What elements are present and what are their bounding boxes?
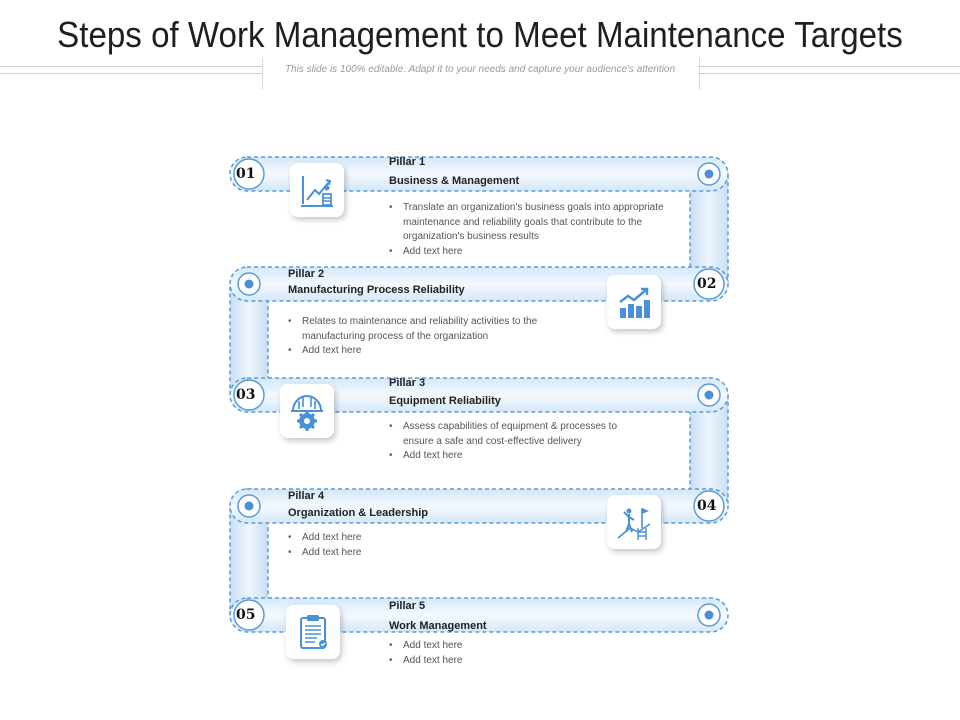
- growth-ladder-icon: [297, 170, 337, 210]
- pillar-3-bullets: [389, 420, 639, 464]
- bar-chart-arrow-icon: [614, 282, 654, 322]
- pillar-4-title: Organization & Leadership: [288, 507, 428, 519]
- pillar-3-title: Equipment Reliability: [389, 395, 501, 407]
- pillar-5-title: Work Management: [389, 620, 487, 632]
- pillar-2-name: Pillar 2: [288, 268, 325, 280]
- pillar-3-name: Pillar 3: [389, 377, 426, 389]
- hardhat-gear-icon: [287, 391, 327, 431]
- pillar-1-title: Business & Management: [389, 175, 520, 187]
- pillar-number-4: 04: [697, 498, 717, 514]
- clipboard-icon: [293, 612, 333, 652]
- list-item: • Add text here: [288, 531, 488, 546]
- page-title: Steps of Work Management to Meet Maintenance Targets: [57, 14, 903, 55]
- pillar-2-bullets: [288, 315, 568, 359]
- leader-flag-icon: [614, 502, 654, 542]
- pillar-5-bullets: [389, 639, 589, 668]
- page-subtitle: This slide is 100% editable. Adapt it to your needs and capture your audience's attention: [284, 64, 676, 75]
- list-item: • Translate an organization's business goals into appropriate maintenance and reliability goals that contribute to the organization's business results: [389, 201, 689, 245]
- list-item: • Add text here: [288, 546, 488, 561]
- pillar-number-1: 01: [236, 166, 256, 182]
- list-item: • Assess capabilities of equipment & processes to ensure a safe and cost-effective delivery: [389, 420, 639, 449]
- list-item: • Relates to maintenance and reliability activities to the manufacturing process of the organization: [288, 315, 568, 344]
- pillar-4-name: Pillar 4: [288, 490, 325, 502]
- list-item: • Add text here: [389, 245, 689, 260]
- pillar-5-icon-card: [286, 605, 340, 659]
- pillar-1-bullets: [389, 201, 689, 259]
- pillar-5-name: Pillar 5: [389, 600, 426, 612]
- list-item: • Add text here: [389, 449, 639, 464]
- list-item: • Add text here: [389, 639, 589, 654]
- pillar-4-icon-card: [607, 495, 661, 549]
- pillar-1-name: Pillar 1: [389, 156, 426, 168]
- pillar-2-icon-card: [607, 275, 661, 329]
- pillar-number-5: 05: [236, 607, 256, 623]
- pillar-2-title: Manufacturing Process Reliability: [288, 284, 465, 296]
- pillar-number-2: 02: [697, 276, 717, 292]
- list-item: • Add text here: [288, 344, 568, 359]
- list-item: • Add text here: [389, 654, 589, 669]
- pillar-4-bullets: [288, 531, 488, 560]
- pillar-number-3: 03: [236, 387, 256, 403]
- pillar-1-icon-card: [290, 163, 344, 217]
- pillar-3-icon-card: [280, 384, 334, 438]
